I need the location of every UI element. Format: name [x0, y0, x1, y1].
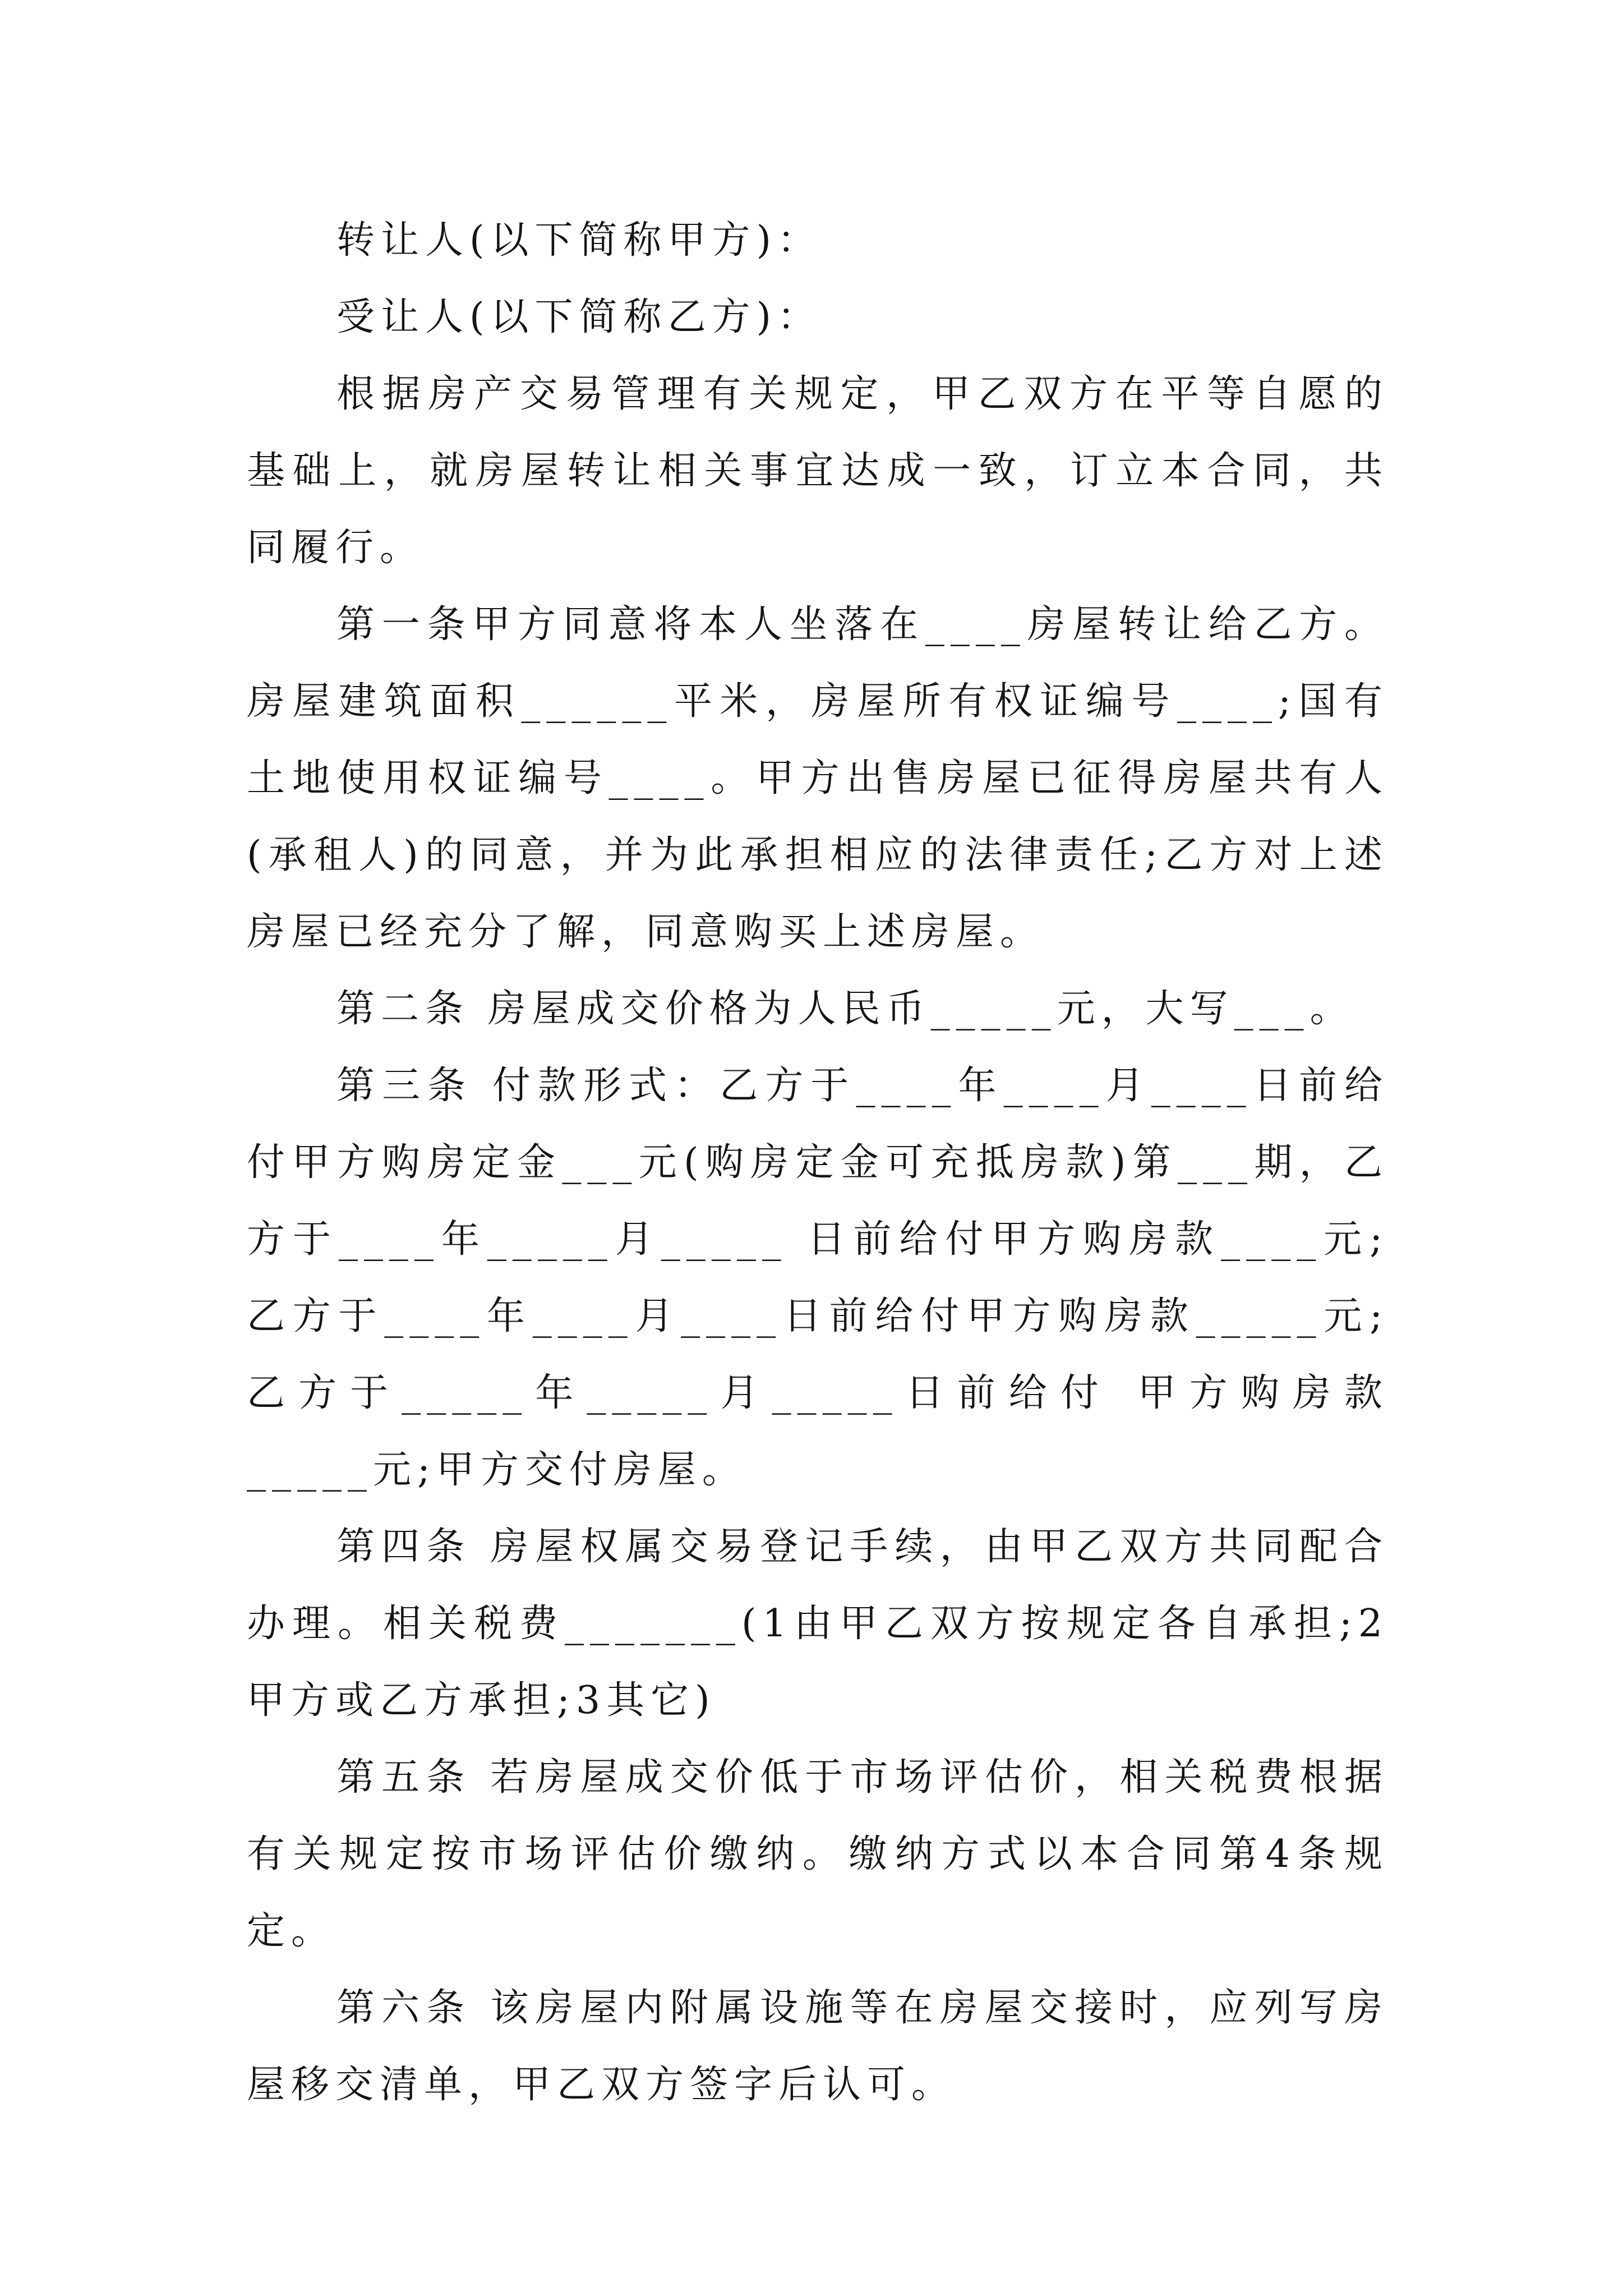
article-2-paragraph: 第二条 房屋成交价格为人民币_____元，大写___。 [336, 987, 1354, 1031]
preamble-paragraph: 根据房产交易管理有关规定，甲乙双方在平等自愿的基础上，就房屋转让相关事宜达成一致，订立本合同，共同履行。 [247, 372, 1389, 570]
article-4-paragraph: 第四条 房屋权属交易登记手续，由甲乙双方共同配合办理。相关税费_______(1由甲乙双方按规定各自承担;2甲方或乙方承担;3其它) [247, 1525, 1389, 1723]
party-a-line: 转让人(以下简称甲方)： [336, 218, 822, 263]
party-b-line: 受让人(以下简称乙方)： [336, 295, 822, 339]
article-3-paragraph: 第三条 付款形式：乙方于____年____月____日前给付甲方购房定金___元(购房定金可充抵房款)第___期，乙方于____年_____月_____ 日前给付甲方购房款____元;乙方于____年____月____日前给付甲方购房款_____元;乙方于_____年_____月_____日前给付 甲方购房款_____元;甲方交付房屋。 [247, 1064, 1389, 1492]
article-5-paragraph: 第五条 若房屋成交价低于市场评估价，相关税费根据有关规定按市场评估价缴纳。缴纳方式以本合同第4条规定。 [247, 1755, 1389, 1953]
contract-body [247, 202, 1389, 2123]
article-1-paragraph: 第一条甲方同意将本人坐落在____房屋转让给乙方。房屋建筑面积______平米，房屋所有权证编号____;国有土地使用权证编号____。甲方出售房屋已征得房屋共有人(承租人)的同意，并为此承担相应的法律责任;乙方对上述房屋已经充分了解，同意购买上述房屋。 [247, 602, 1389, 954]
article-6-paragraph: 第六条 该房屋内附属设施等在房屋交接时，应列写房屋移交清单，甲乙双方签字后认可。 [247, 1986, 1389, 2107]
